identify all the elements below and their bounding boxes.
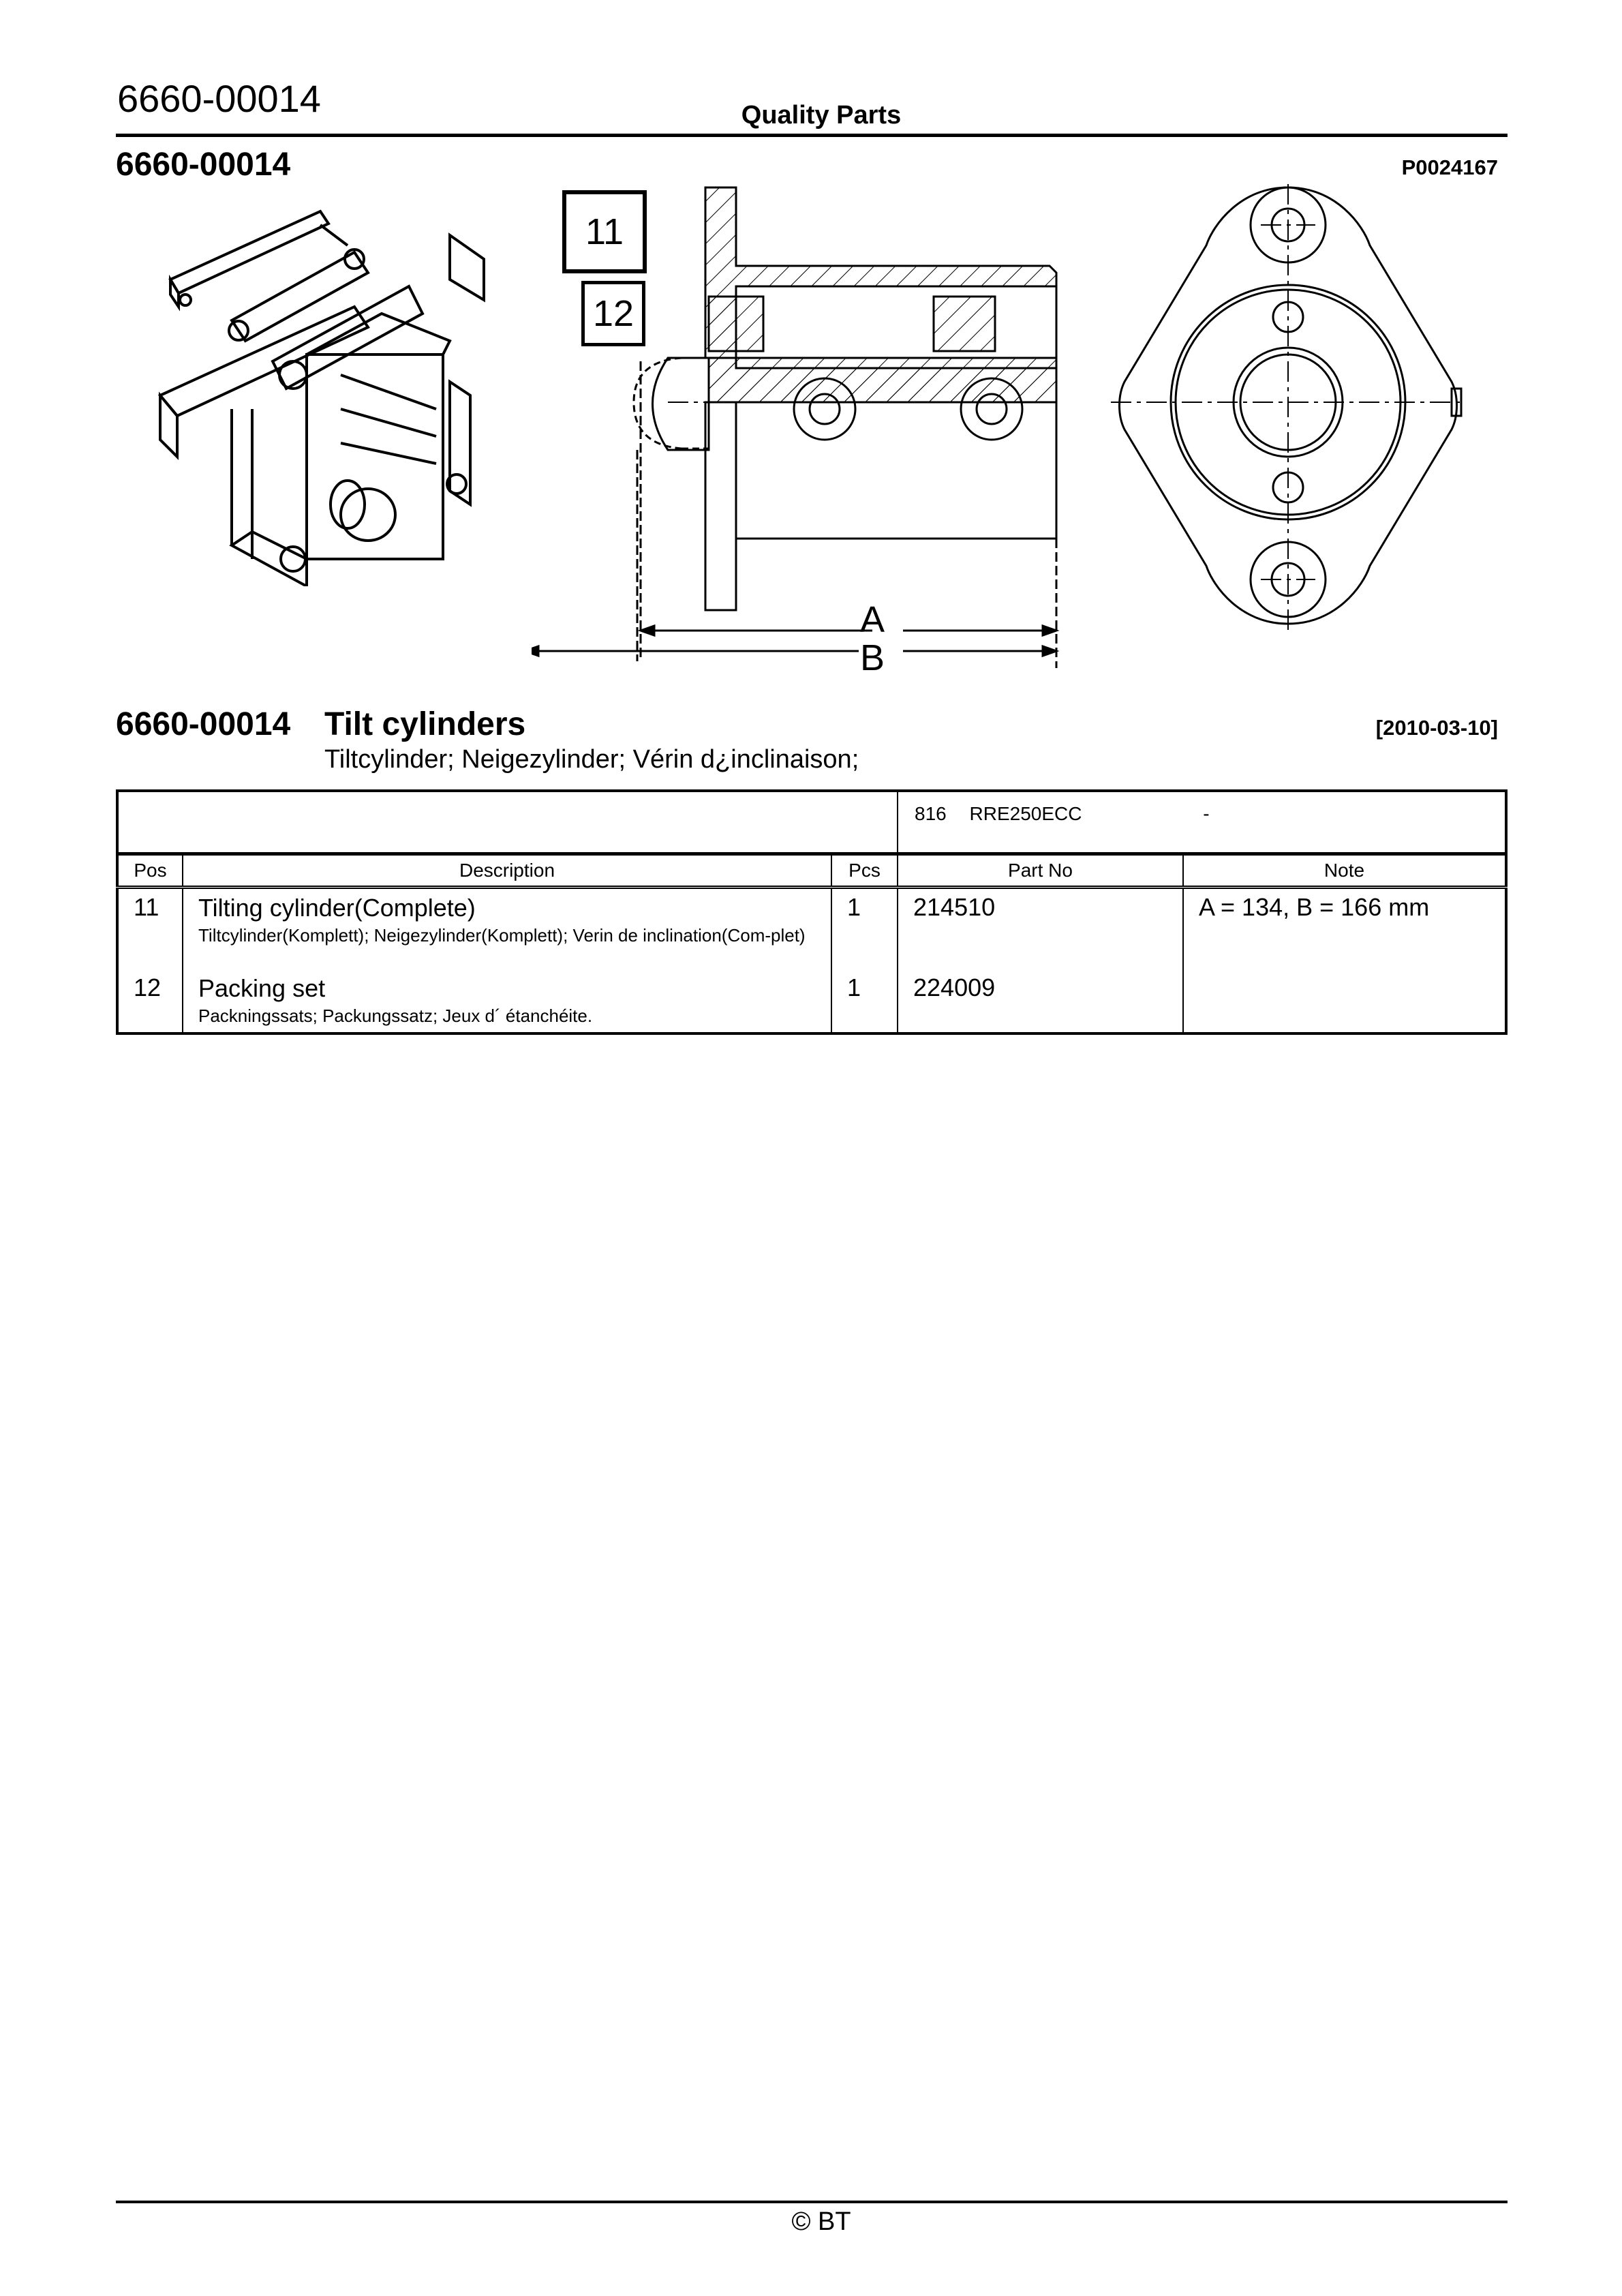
table-row <box>117 973 1506 1033</box>
row-pcs: 1 <box>831 888 898 974</box>
section-code: 6660-00014 <box>116 147 291 183</box>
group-translations: Tiltcylinder; Neigezylinder; Vérin d¿inclinaison; <box>324 745 859 774</box>
callout-11: 11 <box>562 190 647 273</box>
row-description: Tilting cylinder(Complete) <box>198 894 476 922</box>
column-header-pos: Pos <box>117 854 183 888</box>
group-date: [2010-03-10] <box>1375 716 1498 740</box>
group-code: 6660-00014 <box>116 706 291 742</box>
table-header-row <box>117 854 1506 888</box>
model-name: RRE250ECC <box>969 803 1082 824</box>
callout-12: 12 <box>581 281 645 346</box>
table-row <box>117 888 1506 974</box>
flange-end-view-drawing <box>1111 184 1465 634</box>
model-row <box>117 791 1506 854</box>
row-pcs: 1 <box>831 973 898 1033</box>
row-part-no[interactable]: 224009 <box>898 973 1183 1033</box>
row-part-no[interactable]: 214510 <box>898 888 1183 974</box>
model-suffix: - <box>1203 803 1210 824</box>
copyright: © BT <box>791 2207 851 2236</box>
row-description: Packing set <box>198 974 326 1002</box>
column-header-pcs: Pcs <box>831 854 898 888</box>
group-name: Tilt cylinders <box>324 706 526 742</box>
picture-id: P0024167 <box>1401 155 1498 179</box>
dimension-label-a: A <box>860 599 885 640</box>
footer-rule <box>116 2201 1508 2203</box>
column-header-description: Description <box>183 854 831 888</box>
header-title: Quality Parts <box>741 101 902 130</box>
row-note <box>1183 973 1506 1033</box>
dimension-label-b: B <box>860 637 885 678</box>
row-pos: 11 <box>117 888 183 974</box>
cylinder-section-drawing <box>532 184 1077 675</box>
column-header-note: Note <box>1183 854 1506 888</box>
assembly-isometric-drawing <box>150 205 504 586</box>
document-code: 6660-00014 <box>117 77 321 120</box>
model-cell <box>898 791 1506 854</box>
row-translations: Packningssats; Packungssatz; Jeux d´ étanchéite. <box>198 1006 593 1026</box>
model-number: 816 <box>915 803 947 824</box>
column-header-part-no: Part No <box>898 854 1183 888</box>
header-rule <box>116 134 1508 137</box>
row-note: A = 134, B = 166 mm <box>1199 893 1430 921</box>
row-translations: Tiltcylinder(Komplett); Neigezylinder(Komplett); Verin de inclination(Com-plet) <box>198 925 806 946</box>
row-pos: 12 <box>117 973 183 1033</box>
parts-table <box>116 789 1508 1035</box>
